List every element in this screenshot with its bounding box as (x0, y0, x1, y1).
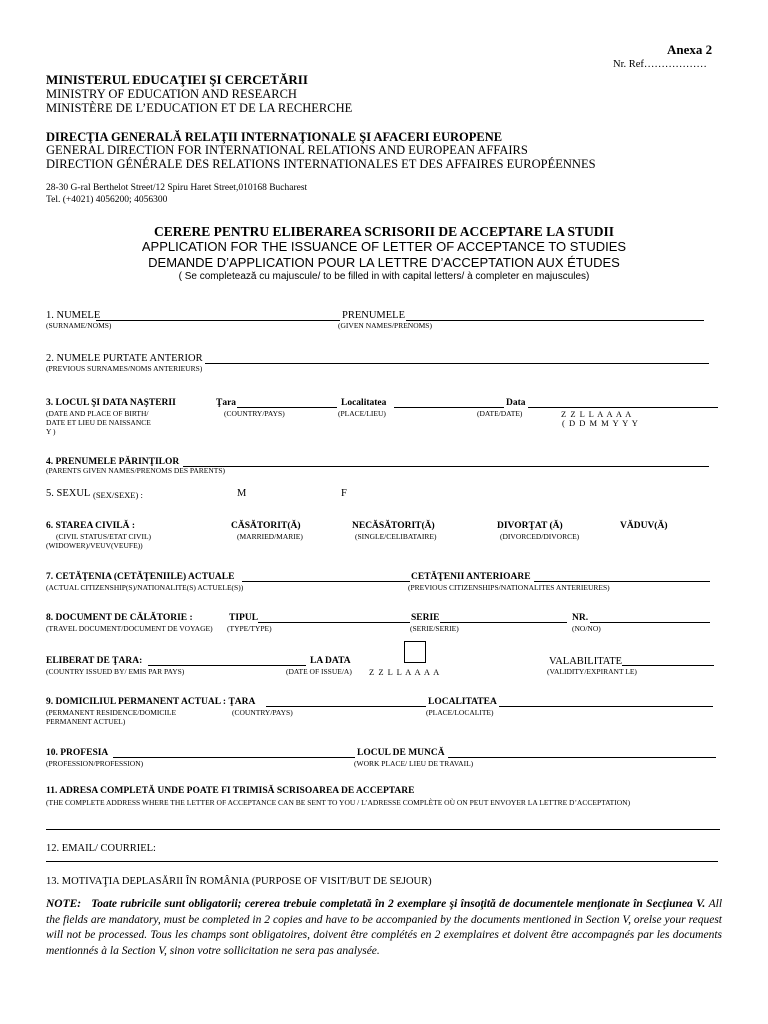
field-sex-label: 5. SEXUL (46, 488, 91, 499)
field-birth-date-sub: (DATE/DATE) (477, 409, 523, 418)
field-validity-sub: (VALIDITY/EXPIRANT LE) (547, 667, 637, 676)
field-workplace-sub: (WORK PLACE/ LIEU DE TRAVAIL) (354, 759, 474, 768)
field-residence-sub1: (PERMANENT RESIDENCE/DOMICILE (46, 708, 177, 717)
field-parents-label: 4. PRENUMELE PĂRINŢILOR (46, 457, 180, 467)
field-address-label: 11. ADRESA COMPLETĂ UNDE POATE FI TRIMISĂ SCRISOAREA DE ACCEPTARE (46, 786, 415, 796)
field-residence-sub2: PERMANENT ACTUEL) (46, 717, 126, 726)
field-issue-date-format: Z Z L L A A A A (369, 667, 440, 677)
field-citizenship-input[interactable] (242, 581, 410, 582)
field-given-names-input[interactable] (406, 320, 704, 321)
field-sex-sub: (SEX/SEXE) : (93, 490, 143, 500)
field-prev-citizenship-input[interactable] (534, 581, 710, 582)
field-prev-citizenship-sub: (PREVIOUS CITIZENSHIPS/NATIONALITES ANTERIEURES) (408, 583, 610, 592)
field-profession-label: 10. PROFESIA (46, 748, 109, 758)
field-prev-citizenship-label: CETĂŢENII ANTERIOARE (411, 572, 531, 582)
field-issued-by-sub: (COUNTRY ISSUED BY/ EMIS PAR PAYS) (46, 667, 185, 676)
field-civil-status-sub2: (WIDOWER)/VEUV(VEUFE)) (46, 541, 143, 550)
ref-number: Nr. Ref……………… (613, 59, 707, 70)
field-doc-series-label: SERIE (411, 613, 440, 623)
field-civil-status-label: 6. STAREA CIVILĂ : (46, 521, 136, 531)
field-email-label: 12. EMAIL/ COURRIEL: (46, 843, 156, 854)
field-residence-country-sub: (COUNTRY/PAYS) (232, 708, 293, 717)
field-doc-type-label: TIPUL (229, 613, 259, 623)
civil-divorced-sub: (DIVORCED/DIVORCE) (500, 532, 580, 541)
field-issued-by-input[interactable] (148, 665, 306, 666)
field-birth-sub3: Y ) (46, 427, 56, 436)
title-fr: DEMANDE D’APPLICATION POUR LA LETTRE D’ACCEPTATION AUX ÉTUDES (148, 255, 620, 270)
field-doc-type-sub: (TYPE/TYPE) (227, 624, 272, 633)
ministry-en: MINISTRY OF EDUCATION AND RESEARCH (46, 87, 297, 101)
direction-fr: DIRECTION GÉNÉRALE DES RELATIONS INTERNATIONALES ET DES AFFAIRES EUROPÉENNES (46, 157, 596, 171)
field-previous-surnames-sub: (PREVIOUS SURNAMES/NOMS ANTERIEURS) (46, 364, 203, 373)
title-ro: CERERE PENTRU ELIBERAREA SCRISORII DE ACCEPTARE LA STUDII (154, 224, 614, 239)
sex-option-f[interactable]: F (341, 488, 347, 499)
field-birth-place-label: Localitatea (341, 398, 387, 408)
field-previous-surnames-input[interactable] (205, 363, 709, 364)
field-workplace-label: LOCUL DE MUNCĂ (357, 748, 445, 758)
field-doc-number-sub: (NO/NO) (572, 624, 601, 633)
note-lead: NOTE: (46, 898, 82, 910)
field-birth-date-input[interactable] (528, 407, 718, 408)
field-doc-series-sub: (SERIE/SERIE) (410, 624, 459, 633)
field-previous-surnames-label: 2. NUMELE PURTATE ANTERIOR (46, 353, 203, 364)
telephone: Tel. (+4021) 4056200; 4056300 (46, 195, 168, 205)
field-birth-date-label: Data (506, 398, 526, 408)
field-citizenship-sub: (ACTUAL CITIZENSHIP(S)/NATIONALITE(S) ACTUELE(S)) (46, 583, 244, 592)
field-travel-doc-sub: (TRAVEL DOCUMENT/DOCUMENT DE VOYAGE) (46, 624, 213, 633)
issue-date-box[interactable] (404, 641, 426, 663)
field-residence-locality-label: LOCALITATEA (428, 697, 497, 707)
field-address-input[interactable] (46, 829, 720, 830)
civil-single-option[interactable]: NECĂSĂTORIT(Ă) (352, 521, 435, 531)
field-given-names-label: PRENUMELE (342, 310, 405, 321)
annex-label: Anexa 2 (667, 42, 713, 57)
field-validity-label: VALABILITATE (549, 656, 623, 667)
note-rest: All the fields are mandatory, must be completed in 2 copies and have to be accompanied by the documents mentioned in Section V, orelse your request will not be processed. Tous les champs sont obligatoires, doivent être complétés en 2 exemplaires et doivent être accompagnés par les documents mentionnés à la Section V, sinon votre sollicitation ne sera pas analysée. (46, 898, 723, 957)
field-validity-input[interactable] (622, 665, 714, 666)
ministry-fr: MINISTÈRE DE L’EDUCATION ET DE LA RECHERCHE (46, 101, 353, 115)
mandatory-note (46, 897, 722, 959)
field-doc-number-label: NR. (572, 613, 589, 623)
field-issue-date-label: LA DATA (310, 656, 351, 666)
direction-ro: DIRECŢIA GENERALĂ RELAŢII INTERNAŢIONALE ŞI AFACERI EUROPENE (46, 130, 503, 144)
field-parents-sub: (PARENTS GIVEN NAMES/PRENOMS DES PARENTS) (46, 466, 226, 475)
ministry-ro: MINISTERUL EDUCAŢIEI ŞI CERCETĂRII (46, 72, 308, 87)
field-travel-doc-label: 8. DOCUMENT DE CĂLĂTORIE : (46, 613, 193, 623)
field-birth-date-format-en: ( D D M M Y Y Y (562, 418, 638, 428)
field-birth-label: 3. LOCUL ŞI DATA NAŞTERII (46, 398, 176, 408)
field-profession-sub: (PROFESSION/PROFESSION) (46, 759, 144, 768)
field-birth-country-input[interactable] (237, 407, 337, 408)
civil-married-sub: (MARRIED/MARIE) (237, 532, 303, 541)
field-parents-input[interactable] (183, 466, 709, 467)
field-birth-date-format: Z Z L L A A A A (561, 409, 632, 419)
field-residence-country-input[interactable] (266, 706, 426, 707)
field-birth-sub2: DATE ET LIEU DE NAISSANCE (46, 418, 151, 427)
field-issue-date-sub: (DATE OF ISSUE/A) (286, 667, 352, 676)
note-ro: Toate rubricile sunt obligatorii; cererea trebuie completată în 2 exemplare şi însoţită de documentele menţionate în Secţiunea V. (91, 898, 706, 910)
field-issued-by-label: ELIBERAT DE ŢARA: (46, 656, 143, 666)
field-citizenship-label: 7. CETĂŢENIA (CETĂŢENIILE) ACTUALE (46, 572, 235, 582)
field-doc-number-input[interactable] (590, 622, 710, 623)
field-surname-label: 1. NUMELE (46, 310, 101, 321)
field-civil-status-sub1: (CIVIL STATUS/ETAT CIVIL) (56, 532, 152, 541)
field-surname-input[interactable] (96, 320, 340, 321)
field-doc-type-input[interactable] (258, 622, 410, 623)
field-address-sub: (THE COMPLETE ADDRESS WHERE THE LETTER OF ACCEPTANCE CAN BE SENT TO YOU / L’ADRESSE COMPLÈTE OÙ ON PEUT ENVOYER LA LETTRE D’ACCEPTATION) (46, 798, 631, 807)
civil-married-option[interactable]: CĂSĂTORIT(Ă) (231, 521, 301, 531)
field-birth-country-sub: (COUNTRY/PAYS) (224, 409, 285, 418)
field-residence-locality-sub: (PLACE/LOCALITE) (426, 708, 494, 717)
field-given-names-sub: (GIVEN NAMES/PRENOMS) (338, 321, 432, 330)
field-doc-series-input[interactable] (440, 622, 567, 623)
field-residence-label: 9. DOMICILIUL PERMANENT ACTUAL : ŢARA (46, 697, 256, 707)
direction-en: GENERAL DIRECTION FOR INTERNATIONAL RELATIONS AND EUROPEAN AFFAIRS (46, 143, 528, 157)
field-email-input[interactable] (46, 861, 718, 862)
field-purpose-label: 13. MOTIVAŢIA DEPLASĂRII ÎN ROMÂNIA (PURPOSE OF VISIT/BUT DE SEJOUR) (46, 876, 432, 887)
field-profession-input[interactable] (113, 757, 355, 758)
civil-divorced-option[interactable]: DIVORŢAT (Ă) (497, 521, 563, 531)
field-birth-place-sub: (PLACE/LIEU) (338, 409, 386, 418)
field-residence-locality-input[interactable] (499, 706, 713, 707)
address: 28-30 G-ral Berthelot Street/12 Spiru Haret Street,010168 Bucharest (46, 183, 308, 193)
title-en: APPLICATION FOR THE ISSUANCE OF LETTER OF ACCEPTANCE TO STUDIES (141, 239, 627, 254)
sex-option-m[interactable]: M (237, 488, 247, 499)
field-birth-country-label: Ţara (216, 398, 237, 408)
field-birth-place-input[interactable] (394, 407, 504, 408)
field-surname-sub: (SURNAME/NOMS) (46, 321, 112, 330)
civil-single-sub: (SINGLE/CELIBATAIRE) (355, 532, 437, 541)
field-workplace-input[interactable] (448, 757, 716, 758)
civil-widowed-option[interactable]: VĂDUV(Ă) (620, 521, 668, 531)
field-birth-sub1: (DATE AND PLACE OF BIRTH/ (46, 409, 149, 418)
fill-instruction: ( Se completează cu majuscule/ to be filled in with capital letters/ à completer en majuscules) (178, 271, 590, 282)
